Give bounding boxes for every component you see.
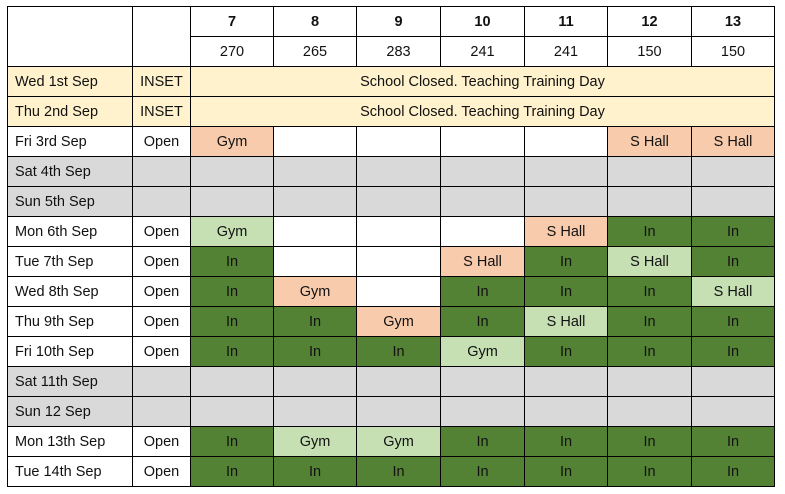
weekend-cell xyxy=(608,367,692,397)
schedule-row xyxy=(8,427,775,457)
attendance-cell: S Hall xyxy=(608,127,692,157)
day-label: Sat 11th Sep xyxy=(8,367,133,397)
header-corner-cell xyxy=(8,7,133,67)
attendance-cell: In xyxy=(191,457,274,487)
day-label: Mon 13th Sep xyxy=(8,427,133,457)
attendance-cell: In xyxy=(608,277,692,307)
schedule-row xyxy=(8,457,775,487)
attendance-cell: In xyxy=(525,277,608,307)
schedule-row xyxy=(8,307,775,337)
schedule-row xyxy=(8,247,775,277)
header-row-years xyxy=(8,7,775,37)
weekend-cell xyxy=(525,157,608,187)
weekend-cell xyxy=(608,157,692,187)
schedule-row xyxy=(8,97,775,127)
attendance-cell: In xyxy=(441,277,525,307)
attendance-cell: Gym xyxy=(357,307,441,337)
attendance-cell: Gym xyxy=(441,337,525,367)
attendance-cell: In xyxy=(525,247,608,277)
student-count: 283 xyxy=(357,37,441,67)
schedule-row xyxy=(8,397,775,427)
attendance-cell xyxy=(357,127,441,157)
day-status xyxy=(133,187,191,217)
day-status: INSET xyxy=(133,97,191,127)
day-label: Sun 5th Sep xyxy=(8,187,133,217)
attendance-cell: Gym xyxy=(191,127,274,157)
attendance-cell: S Hall xyxy=(441,247,525,277)
attendance-cell: In xyxy=(525,427,608,457)
weekend-cell xyxy=(692,367,775,397)
weekend-cell xyxy=(525,397,608,427)
attendance-cell: In xyxy=(608,457,692,487)
closure-note: School Closed. Teaching Training Day xyxy=(191,67,775,97)
closure-note: School Closed. Teaching Training Day xyxy=(191,97,775,127)
year-header: 11 xyxy=(525,7,608,37)
schedule-row xyxy=(8,277,775,307)
schedule-container xyxy=(7,6,775,487)
weekend-cell xyxy=(692,187,775,217)
day-status: Open xyxy=(133,127,191,157)
attendance-cell: In xyxy=(525,337,608,367)
day-status: INSET xyxy=(133,67,191,97)
attendance-cell: In xyxy=(357,457,441,487)
attendance-cell: Gym xyxy=(191,217,274,247)
attendance-cell: S Hall xyxy=(525,217,608,247)
weekend-cell xyxy=(274,157,357,187)
attendance-cell: In xyxy=(191,277,274,307)
attendance-cell: In xyxy=(608,337,692,367)
day-label: Sat 4th Sep xyxy=(8,157,133,187)
day-status: Open xyxy=(133,457,191,487)
attendance-cell: Gym xyxy=(357,427,441,457)
attendance-cell: In xyxy=(692,217,775,247)
weekend-cell xyxy=(608,397,692,427)
weekend-cell xyxy=(357,157,441,187)
attendance-cell xyxy=(274,127,357,157)
day-label: Thu 9th Sep xyxy=(8,307,133,337)
student-count: 150 xyxy=(608,37,692,67)
attendance-cell: In xyxy=(274,307,357,337)
day-label: Mon 6th Sep xyxy=(8,217,133,247)
weekend-cell xyxy=(692,397,775,427)
student-count: 265 xyxy=(274,37,357,67)
student-count: 241 xyxy=(441,37,525,67)
weekend-cell xyxy=(357,367,441,397)
attendance-cell: Gym xyxy=(274,427,357,457)
day-status: Open xyxy=(133,247,191,277)
weekend-cell xyxy=(191,157,274,187)
attendance-cell: S Hall xyxy=(525,307,608,337)
weekend-cell xyxy=(357,187,441,217)
header-status-cell xyxy=(133,7,191,67)
weekend-cell xyxy=(357,397,441,427)
weekend-cell xyxy=(274,367,357,397)
weekend-cell xyxy=(191,187,274,217)
day-status: Open xyxy=(133,337,191,367)
day-status: Open xyxy=(133,217,191,247)
schedule-row xyxy=(8,337,775,367)
weekend-cell xyxy=(441,187,525,217)
attendance-cell: In xyxy=(692,427,775,457)
attendance-cell xyxy=(274,247,357,277)
day-label: Tue 7th Sep xyxy=(8,247,133,277)
weekend-cell xyxy=(274,187,357,217)
attendance-cell xyxy=(525,127,608,157)
day-label: Wed 8th Sep xyxy=(8,277,133,307)
schedule-row xyxy=(8,127,775,157)
attendance-cell: Gym xyxy=(274,277,357,307)
attendance-cell: In xyxy=(191,337,274,367)
attendance-cell: In xyxy=(608,217,692,247)
attendance-cell: In xyxy=(692,457,775,487)
attendance-cell: In xyxy=(191,307,274,337)
weekend-cell xyxy=(608,187,692,217)
year-header: 7 xyxy=(191,7,274,37)
attendance-cell: S Hall xyxy=(608,247,692,277)
year-header: 9 xyxy=(357,7,441,37)
day-label: Tue 14th Sep xyxy=(8,457,133,487)
weekend-cell xyxy=(525,187,608,217)
attendance-cell xyxy=(441,217,525,247)
attendance-cell xyxy=(357,247,441,277)
weekend-cell xyxy=(692,157,775,187)
student-count: 270 xyxy=(191,37,274,67)
attendance-cell: In xyxy=(525,457,608,487)
day-status: Open xyxy=(133,307,191,337)
year-header: 13 xyxy=(692,7,775,37)
attendance-cell: In xyxy=(608,427,692,457)
day-label: Fri 10th Sep xyxy=(8,337,133,367)
schedule-row xyxy=(8,67,775,97)
year-header: 12 xyxy=(608,7,692,37)
year-header: 10 xyxy=(441,7,525,37)
student-count: 241 xyxy=(525,37,608,67)
weekend-cell xyxy=(274,397,357,427)
schedule-row xyxy=(8,157,775,187)
attendance-cell xyxy=(274,217,357,247)
weekend-cell xyxy=(191,367,274,397)
attendance-cell xyxy=(441,127,525,157)
year-header: 8 xyxy=(274,7,357,37)
day-status xyxy=(133,157,191,187)
day-label: Sun 12 Sep xyxy=(8,397,133,427)
attendance-cell: In xyxy=(274,337,357,367)
attendance-cell: In xyxy=(692,247,775,277)
weekend-cell xyxy=(441,367,525,397)
schedule-row xyxy=(8,217,775,247)
attendance-cell: In xyxy=(274,457,357,487)
attendance-cell: In xyxy=(441,307,525,337)
attendance-cell: In xyxy=(191,427,274,457)
weekend-cell xyxy=(441,157,525,187)
weekend-cell xyxy=(525,367,608,397)
weekend-cell xyxy=(441,397,525,427)
weekend-cell xyxy=(191,397,274,427)
student-count: 150 xyxy=(692,37,775,67)
schedule-row xyxy=(8,367,775,397)
attendance-cell: S Hall xyxy=(692,277,775,307)
attendance-cell: S Hall xyxy=(692,127,775,157)
attendance-cell: In xyxy=(692,337,775,367)
day-status: Open xyxy=(133,277,191,307)
attendance-cell: In xyxy=(692,307,775,337)
day-status: Open xyxy=(133,427,191,457)
attendance-cell: In xyxy=(441,427,525,457)
day-label: Fri 3rd Sep xyxy=(8,127,133,157)
attendance-cell: In xyxy=(357,337,441,367)
attendance-cell: In xyxy=(608,307,692,337)
day-label: Thu 2nd Sep xyxy=(8,97,133,127)
year-group-schedule-table xyxy=(7,6,775,487)
day-status xyxy=(133,367,191,397)
day-status xyxy=(133,397,191,427)
attendance-cell: In xyxy=(191,247,274,277)
attendance-cell xyxy=(357,277,441,307)
day-label: Wed 1st Sep xyxy=(8,67,133,97)
attendance-cell: In xyxy=(441,457,525,487)
schedule-row xyxy=(8,187,775,217)
attendance-cell xyxy=(357,217,441,247)
